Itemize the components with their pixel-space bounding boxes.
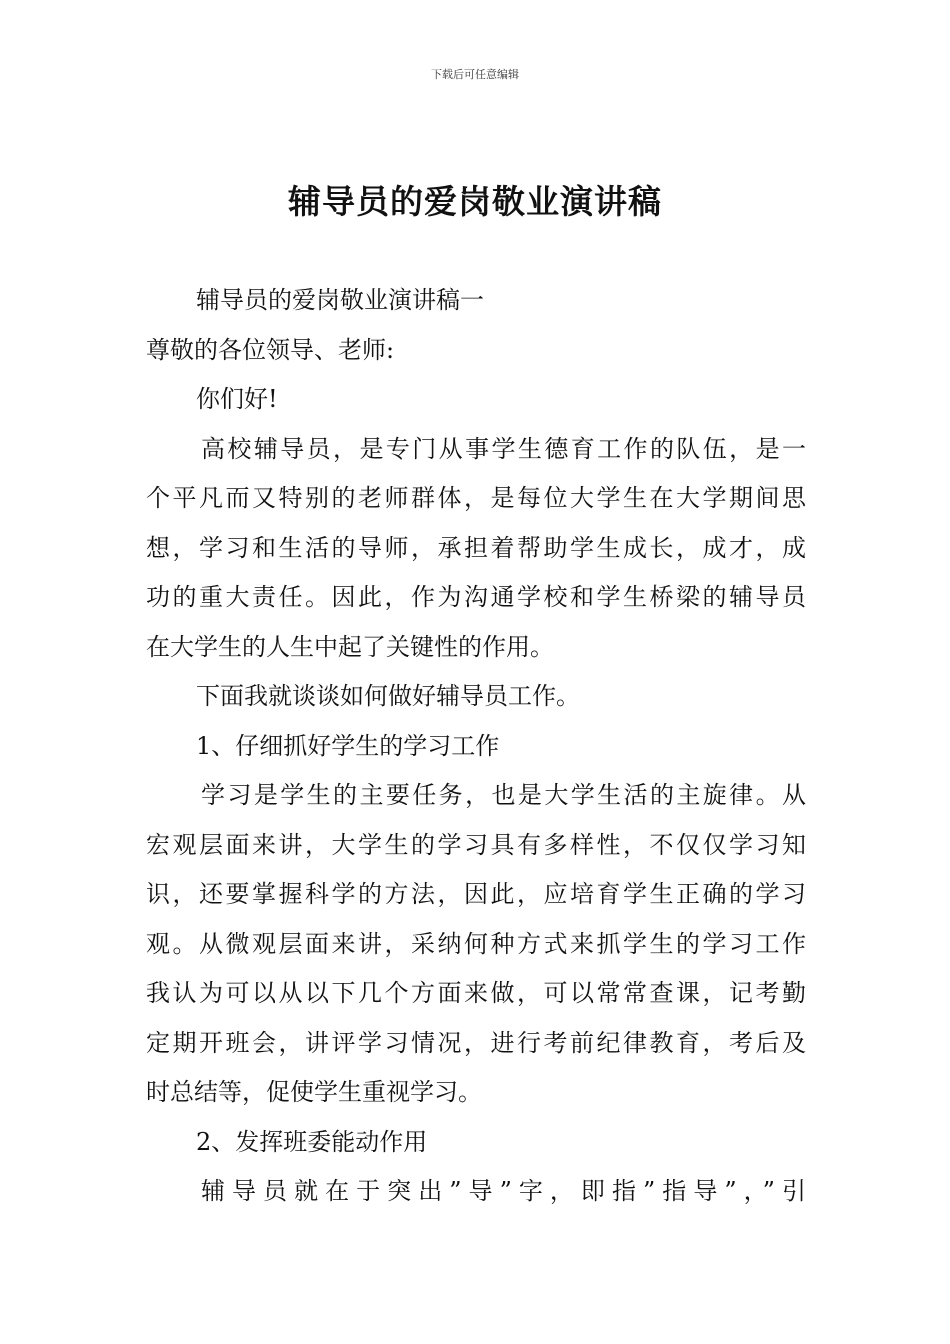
paragraph-line: 识，还要掌握科学的方法，因此，应培育学生正确的学习 [146,880,806,908]
paragraph-line: 辅导员就在于突出”导”字，即指”指导”，”引 [201,1177,806,1205]
subsection-heading: 2、发挥班委能动作用 [196,1127,428,1156]
paragraph-line: 我认为可以从以下几个方面来做，可以常常查课，记考勤 [146,979,806,1007]
paragraph-line: 想，学习和生活的导师，承担着帮助学生成长，成才，成 [146,533,806,562]
section-heading: 辅导员的爱岗敬业演讲稿一 [196,286,484,314]
paragraph-line: 宏观层面来讲，大学生的学习具有多样性，不仅仅学习知 [146,830,806,859]
paragraph-line: 下面我就谈谈如何做好辅导员工作。 [196,682,580,710]
subsection-heading: 1、仔细抓好学生的学习工作 [196,731,500,760]
document-body [146,282,806,1223]
paragraph-line: 定期开班会，讲评学习情况，进行考前纪律教育，考后及 [146,1028,806,1057]
paragraph-line: 观。从微观层面来讲，采纳何种方式来抓学生的学习工作 [146,929,806,958]
paragraph-line: 个平凡而又特别的老师群体，是每位大学生在大学期间思 [146,484,806,512]
paragraph-line: 学习是学生的主要任务，也是大学生活的主旋律。从 [201,781,806,809]
paragraph-line: 在大学生的人生中起了关键性的作用。 [146,632,554,661]
paragraph-line: 功的重大责任。因此，作为沟通学校和学生桥梁的辅导员 [146,583,806,611]
greeting: 你们好! [196,385,278,413]
header-note: 下载后可任意编辑 [431,68,519,81]
paragraph-line: 高校辅导员，是专门从事学生德育工作的队伍，是一 [201,434,806,463]
salutation: 尊敬的各位领导、老师: [146,335,395,364]
document-title: 辅导员的爱岗敬业演讲稿 [288,182,662,221]
paragraph-line: 时总结等，促使学生重视学习。 [146,1078,482,1106]
